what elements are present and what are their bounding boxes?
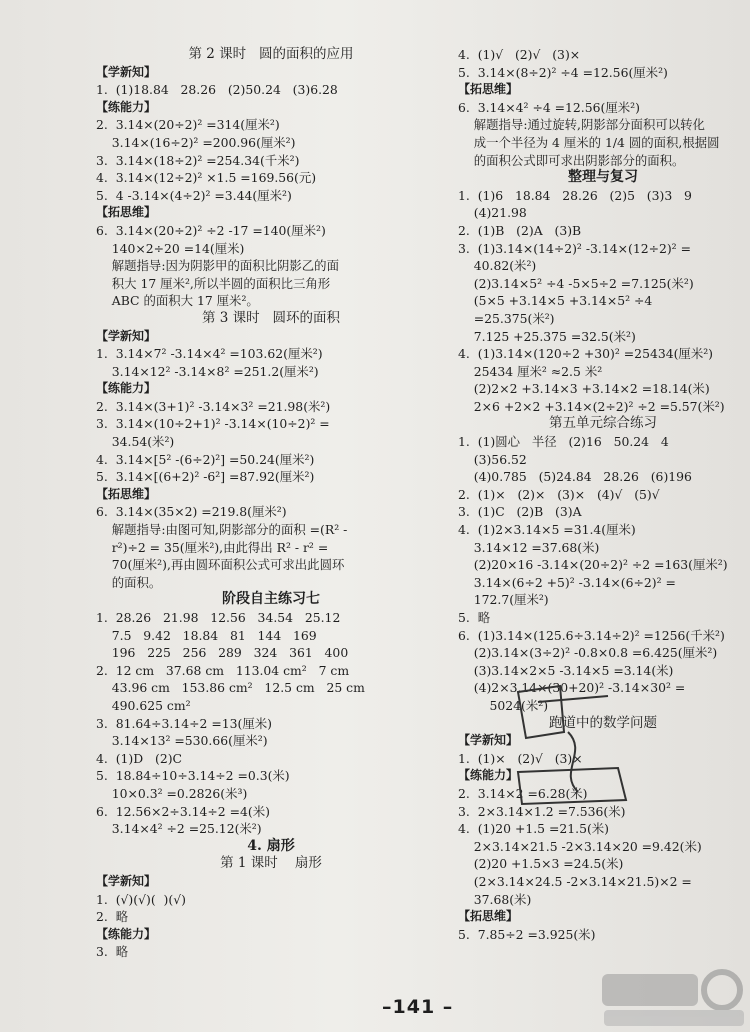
left-answer-line: 1. (1)18.84 28.26 (2)50.24 (3)6.28 [96, 82, 338, 98]
right-answer-line: 2. 3.14×2 =6.28(米) [458, 785, 588, 801]
right-answer-line: (2)3.14×(3÷2)² -0.8×0.8 =6.425(厘米²) [458, 645, 718, 661]
right-answer-line: 4. (1)√ (2)√ (3)× [458, 47, 581, 62]
left-answer-line: 解题指导:因为阴影甲的面积比阴影乙的面 [96, 258, 339, 274]
page-number: –141 – [382, 996, 454, 1018]
right-section-heading: 跑道中的数学问题 [549, 714, 657, 731]
left-section-tag: 【拓思维】 [96, 205, 157, 220]
watermark-logo [600, 968, 748, 1030]
left-answer-line: 1. 28.26 21.98 12.56 34.54 25.12 [96, 610, 341, 625]
right-answer-line: (2)20×16 -3.14×(20÷2)² ÷2 =163(厘米²) [458, 557, 728, 573]
left-section-tag: 【练能力】 [96, 926, 157, 941]
right-section-tag: 【拓思维】 [458, 82, 519, 97]
left-answer-line: 34.54(米²) [96, 434, 175, 450]
right-answer-line: 4. (1)2×3.14×5 =31.4(厘米) [458, 522, 636, 538]
left-answer-line: 3. 略 [96, 944, 129, 960]
left-answer-line: 2. 12 cm 37.68 cm 113.04 cm² 7 cm [96, 662, 350, 678]
left-answer-line: 积大 17 厘米²,所以半圆的面积比三角形 [96, 275, 331, 291]
left-answer-line: 4. 3.14×(12÷2)² ×1.5 =169.56(元) [96, 170, 317, 186]
left-answer-line: 3. 81.64÷3.14÷2 =13(厘米) [96, 715, 272, 731]
left-answer-line: 5. 4 -3.14×(4÷2)² =3.44(厘米²) [96, 187, 292, 203]
left-answer-line: 4. (1)D (2)C [96, 750, 183, 766]
left-answer-line: ABC 的面积大 17 厘米²。 [96, 293, 259, 309]
left-section-heading: 第 2 课时 圆的面积的应用 [188, 46, 354, 62]
left-answer-line: 2. 3.14×(20÷2)² =314(厘米²) [96, 117, 280, 133]
right-answer-line: (4)21.98 [458, 205, 527, 221]
left-answer-line: 7.5 9.42 18.84 81 144 169 [96, 627, 317, 643]
left-section-tag: 【练能力】 [96, 99, 157, 114]
right-answer-line: (4)0.785 (5)24.84 28.26 (6)196 [458, 469, 692, 485]
right-section-tag: 【学新知】 [458, 733, 519, 748]
left-answer-line: 5. 3.14×[(6+2)² -6²] =87.92(厘米²) [96, 469, 315, 485]
right-answer-line: 6. (1)3.14×(125.6÷3.14÷2)² =1256(千米²) [458, 627, 725, 643]
right-answer-line: 成一个半径为 4 厘米的 1/4 圆的面积,根据圆 [458, 134, 720, 150]
right-answer-line: 6. 3.14×4² ÷4 =12.56(厘米²) [458, 99, 640, 115]
right-answer-line: (4)2×3.14×(30+20)² -3.14×30² = [458, 680, 686, 696]
left-answer-line: 3.14×4² ÷2 =25.12(米²) [96, 821, 262, 837]
right-answer-line: 40.82(米²) [458, 258, 537, 274]
left-section-heading: 第 3 课时 圆环的面积 [201, 309, 341, 326]
right-answer-line: 3. (1)3.14×(14÷2)² -3.14×(12÷2)² = [458, 240, 691, 256]
left-answer-line: 6. 3.14×(20÷2)² ÷2 -17 =140(厘米²) [96, 222, 326, 238]
left-answer-line: 10×0.3² =0.2826(米³) [96, 785, 248, 801]
left-answer-line: 2. 3.14×(3+1)² -3.14×3² =21.98(米²) [96, 398, 331, 414]
right-answer-line: 5. 略 [458, 610, 491, 625]
left-answer-line: 5. 18.84÷10÷3.14÷2 =0.3(米) [96, 768, 290, 784]
left-answer-line: r²)÷2 = 35(厘米²),由此得出 R² - r² = [96, 539, 329, 555]
right-answer-line: 解题指导:通过旋转,阴影部分面积可以转化 [458, 117, 705, 133]
left-answer-line: 6. 3.14×(35×2) =219.8(厘米²) [96, 504, 287, 520]
right-answer-line: 3. (1)C (2)B (3)A [458, 504, 582, 520]
right-answer-line: 1. (1)6 18.84 28.26 (2)5 (3)3 9 [458, 187, 692, 203]
right-answer-line: 2. (1)× (2)× (3)× (4)√ (5)√ [458, 486, 660, 502]
right-section-heading: 第五单元综合练习 [549, 415, 657, 432]
handwritten-stamp-mark [498, 672, 658, 820]
right-answer-line: 4. (1)3.14×(120÷2 +30)² =25434(厘米²) [458, 346, 714, 362]
right-answer-line: 4. (1)20 +1.5 =21.5(米) [458, 821, 610, 837]
left-section-tag: 【拓思维】 [96, 486, 157, 501]
right-answer-line: (3)56.52 [458, 451, 527, 467]
right-chapter-heading: 整理与复习 [568, 169, 638, 186]
left-answer-line: 43.96 cm 153.86 cm² 12.5 cm 25 cm [96, 680, 365, 696]
left-section-tag: 【练能力】 [96, 381, 157, 396]
left-answer-line: 1. (√)(√)( )(√) [96, 891, 186, 907]
left-chapter-heading: 阶段自主练习七 [222, 591, 320, 608]
right-answer-line: 5. 3.14×(8÷2)² ÷4 =12.56(厘米²) [458, 64, 668, 80]
left-column [96, 46, 446, 961]
left-answer-line: 490.625 cm² [96, 697, 191, 713]
right-answer-line: 3. 2×3.14×1.2 =7.536(米) [458, 803, 626, 819]
right-answer-line: 1. (1)× (2)√ (3)× [458, 750, 583, 766]
right-answer-line: 25434 厘米² ≈2.5 米² [458, 363, 603, 379]
left-answer-line: 6. 12.56×2÷3.14÷2 =4(米) [96, 803, 270, 819]
right-answer-line: =25.375(米²) [458, 310, 555, 326]
right-answer-line: (2)3.14×5² ÷4 -5×5÷2 =7.125(米²) [458, 275, 694, 291]
right-answer-line: 1. (1)圆心 半径 (2)16 50.24 4 [458, 434, 669, 450]
left-answer-line: 3.14×(16÷2)² =200.96(厘米²) [96, 134, 296, 150]
right-section-tag: 【拓思维】 [458, 909, 519, 924]
left-answer-line: 140×2÷20 =14(厘米) [96, 240, 245, 256]
right-answer-line: 172.7(厘米²) [458, 592, 549, 608]
left-answer-line: 3. 3.14×(10÷2+1)² -3.14×(10÷2)² = [96, 416, 330, 432]
left-answer-line: 70(厘米²),再由圆环面积公式可求出此圆环 [96, 557, 345, 573]
left-section-heading: 第 1 课时 扇形 [220, 855, 322, 872]
left-answer-line: 的面积。 [96, 574, 162, 590]
left-answer-line: 解题指导:由图可知,阴影部分的面积 =(R² - [96, 522, 348, 538]
right-answer-line: 3.14×(6÷2 +5)² -3.14×(6÷2)² = [458, 574, 676, 590]
left-section-tag: 【学新知】 [96, 873, 157, 888]
left-answer-line: 3. 3.14×(18÷2)² =254.34(千米²) [96, 152, 300, 168]
left-section-tag: 【学新知】 [96, 64, 157, 79]
right-answer-line: 5. 7.85÷2 =3.925(米) [458, 926, 596, 942]
right-answer-line: (3)3.14×2×5 -3.14×5 =3.14(米) [458, 662, 674, 678]
right-answer-line: 3.14×12 =37.68(米) [458, 539, 600, 555]
left-answer-line: 196 225 256 289 324 361 400 [96, 645, 349, 661]
right-section-tag: 【练能力】 [458, 768, 519, 783]
right-answer-line: (2)2×2 +3.14×3 +3.14×2 =18.14(米) [458, 381, 710, 397]
left-answer-line: 3.14×13² =530.66(厘米²) [96, 733, 268, 749]
right-answer-line: (5×5 +3.14×5 +3.14×5² ÷4 [458, 293, 653, 309]
right-answer-line: 7.125 +25.375 =32.5(米²) [458, 328, 636, 344]
left-answer-line: 4. 3.14×[5² -(6÷2)²] =50.24(厘米²) [96, 451, 315, 467]
right-answer-line: (2)20 +1.5×3 =24.5(米) [458, 856, 624, 872]
left-section-tag: 【学新知】 [96, 328, 157, 343]
right-answer-line: (2×3.14×24.5 -2×3.14×21.5)×2 = [458, 873, 692, 889]
right-answer-line: 2. (1)B (2)A (3)B [458, 222, 582, 238]
left-answer-line: 2. 略 [96, 909, 129, 925]
right-answer-line: 5024(米²) [458, 697, 549, 713]
right-answer-line: 2×3.14×21.5 -2×3.14×20 =9.42(米) [458, 838, 702, 854]
right-answer-line: 的面积公式即可求出阴影部分的面积。 [458, 152, 685, 168]
left-answer-line: 3.14×12² -3.14×8² =251.2(厘米²) [96, 363, 319, 379]
right-answer-line: 2×6 +2×2 +3.14×(2÷2)² ÷2 =5.57(米²) [458, 398, 725, 414]
right-answer-line: 37.68(米) [458, 891, 532, 907]
left-chapter-heading: 4. 扇形 [247, 837, 295, 854]
left-answer-line: 1. 3.14×7² -3.14×4² =103.62(厘米²) [96, 346, 323, 362]
